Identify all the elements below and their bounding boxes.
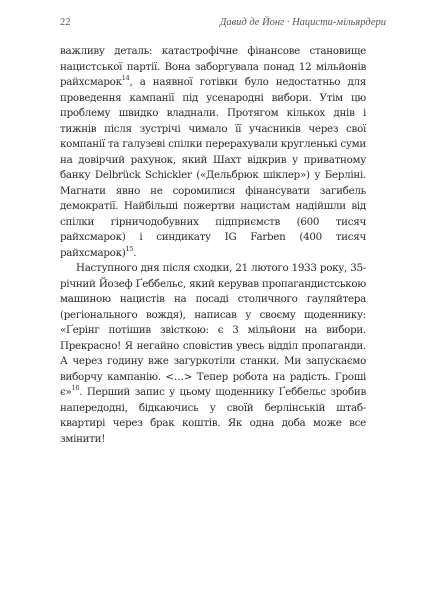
running-head: Давид де Йонг · Нацисти-мільярдери [219, 17, 386, 28]
paragraph-text: . [133, 246, 137, 259]
paragraph-text: , а наявної готівки було недостатньо для проведення кампанії під усенародні вибори. Утім цю проблему швидко владнали. Протягом кількох днів і тижнів після зустрічі чимало її учасників через свої компанії та галузеві спілки перерахували кругленькі суми на довірчий рахунок, який Шахт відкрив у приватному банку Delbrück Schickler («Дельбрюк шіклер») у Берліні. Магнати явно не соромилися фінансувати загибель демократії. Найбільші пожертви нацистам надійшли від спілки гірничодобувних підприємств (600 тисяч райхсмарок) і синдикату IG Farben (400 тисяч райхсмарок) [60, 76, 366, 259]
footnote-ref: 16 [71, 384, 80, 392]
paragraph-text: . Перший запис у цьому щоденнику Ґеббельс зробив напередодні, бідкаючись у своїй берлінській штаб-квартирі через брак коштів. Як одна доба може все змінити! [60, 386, 366, 445]
page-number: 22 [60, 17, 71, 28]
paragraph [60, 44, 366, 261]
paragraph [60, 261, 366, 447]
paragraph-text: важливу деталь: катастрофічне фінансове становище нацистської партії. Вона заборгувала понад 12 мільйонів райхсмарок [60, 45, 366, 88]
footnote-ref: 15 [125, 244, 134, 253]
page-header [60, 17, 386, 31]
paragraph-text: Наступного дня після сходки, 21 лютого 1933 року, 35-річний Йозеф Ґеббельс, який керував пропагандистською машиною нацистів на посаді столичного гауляйтера (регіонального вождя), написав у своєму щоденнику: «Ґерінг потішив звісткою: є 3 мільйони на вибори. Прекрасно! Я негайно сповістив увесь відділ пропаганди. А через годину вже загуркотіли станки. Ми запускаємо виборчу кампанію. <…> Тепер робота на радість. Гроші є» [60, 262, 366, 398]
body-text [60, 44, 366, 447]
footnote-ref: 14 [121, 74, 130, 82]
